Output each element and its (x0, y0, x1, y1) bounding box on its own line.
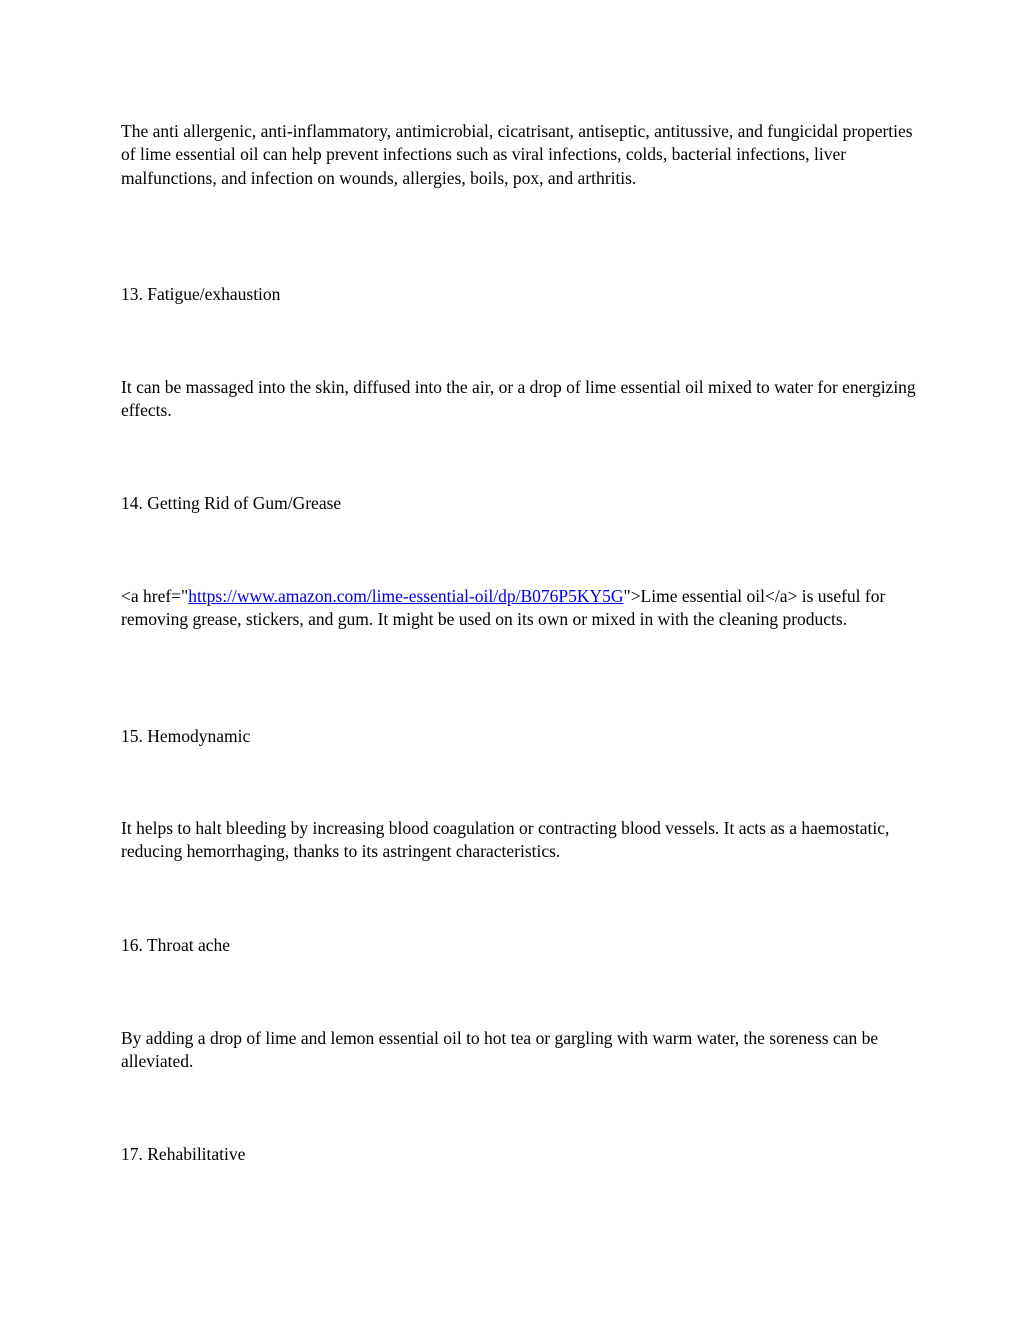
paragraph-fatigue: It can be massaged into the skin, diffused into the air, or a drop of lime essential oil mixed to water for energizing effects. (121, 377, 916, 421)
paragraph-hemodynamic: It helps to halt bleeding by increasing blood coagulation or contracting blood vessels. It acts as a haemostatic, reducing hemorrhaging, thanks to its astringent characteristics. (121, 818, 890, 862)
paragraph-gum-grease (121, 585, 921, 632)
heading-hemodynamic: 15. Hemodynamic (121, 726, 251, 746)
html-snippet-prefix: <a href=" (121, 586, 189, 606)
heading-throat-ache: 16. Throat ache (121, 935, 231, 955)
paragraph-throat-ache: By adding a drop of lime and lemon essential oil to hot tea or gargling with warm water, the soreness can be alleviated. (121, 1028, 879, 1072)
heading-gum-grease: 14. Getting Rid of Gum/Grease (121, 493, 342, 513)
heading-rehabilitative: 17. Rehabilitative (121, 1144, 246, 1164)
html-snippet-suffix: ">Lime essential oil</a> is useful for removing grease, stickers, and gum. It might be used on its own or mixed in with the cleaning products. (121, 586, 886, 630)
heading-fatigue: 13. Fatigue/exhaustion (121, 284, 281, 304)
intro-paragraph: The anti allergenic, anti-inflammatory, antimicrobial, cicatrisant, antiseptic, antitussive, and fungicidal properties of lime essential oil can help prevent infections such as viral infections, colds, bacterial infections, liver malfunctions, and infection on wounds, allergies, boils, pox, and arthritis. (121, 121, 913, 188)
amazon-product-link[interactable]: https://www.amazon.com/lime-essential-oil/dp/B076P5KY5G (188, 586, 624, 606)
